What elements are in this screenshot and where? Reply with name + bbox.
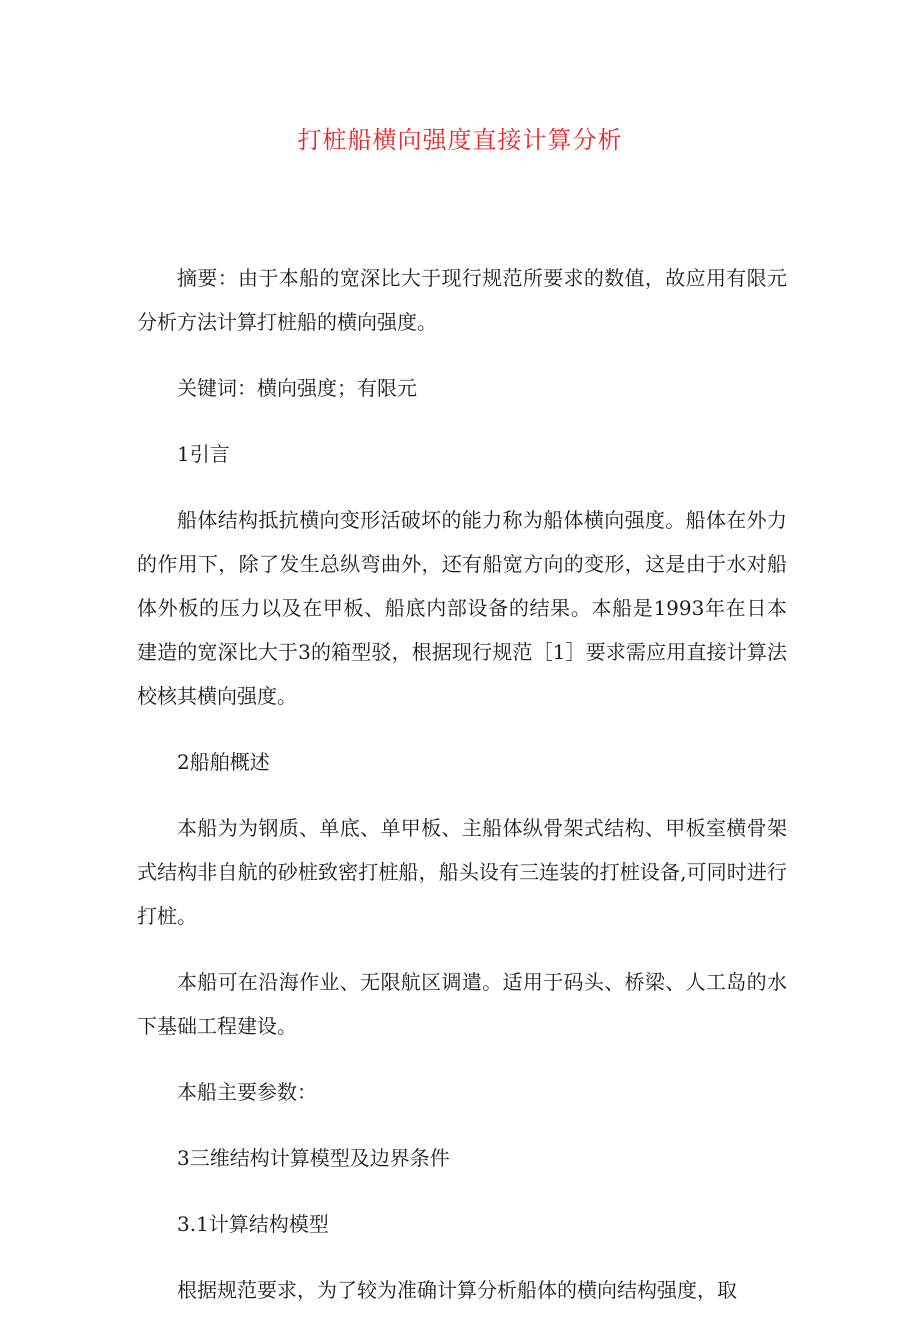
introduction-paragraph: 船体结构抵抗横向变形活破坏的能力称为船体横向强度。船体在外力的作用下，除了发生总纵弯曲外，还有船宽方向的变形，这是由于水对船体外板的压力以及在甲板、船底内部设备的结果。本船是1993年在日本建造的宽深比大于3的箱型驳，根据现行规范［1］要求需应用直接计算法校核其横向强度。: [137, 508, 787, 708]
keywords-paragraph: 关键词：横向强度；有限元: [177, 376, 417, 400]
section-heading-introduction: 1引言: [177, 442, 230, 466]
document-title: 打桩船横向强度直接计算分析: [297, 126, 623, 154]
main-parameters-paragraph: 本船主要参数：: [177, 1080, 317, 1104]
subsection-heading-structure-model: 3.1计算结构模型: [177, 1212, 329, 1236]
section-heading-ship-overview: 2船舶概述: [177, 750, 270, 774]
structure-model-paragraph: 根据规范要求，为了较为准确计算分析船体的横向结构强度，取: [177, 1278, 737, 1302]
abstract-paragraph: 摘要：由于本船的宽深比大于现行规范所要求的数值，故应用有限元分析方法计算打桩船的横向强度。: [137, 266, 787, 334]
document-body: [137, 256, 787, 1334]
ship-operation-paragraph: 本船可在沿海作业、无限航区调遣。适用于码头、桥梁、人工岛的水下基础工程建设。: [137, 970, 787, 1038]
ship-overview-paragraph: 本船为为钢质、单底、单甲板、主船体纵骨架式结构、甲板室横骨架式结构非自航的砂桩致密打桩船，船头设有三连装的打桩设备,可同时进行打桩。: [137, 816, 787, 928]
section-heading-model: 3三维结构计算模型及边界条件: [177, 1146, 450, 1170]
